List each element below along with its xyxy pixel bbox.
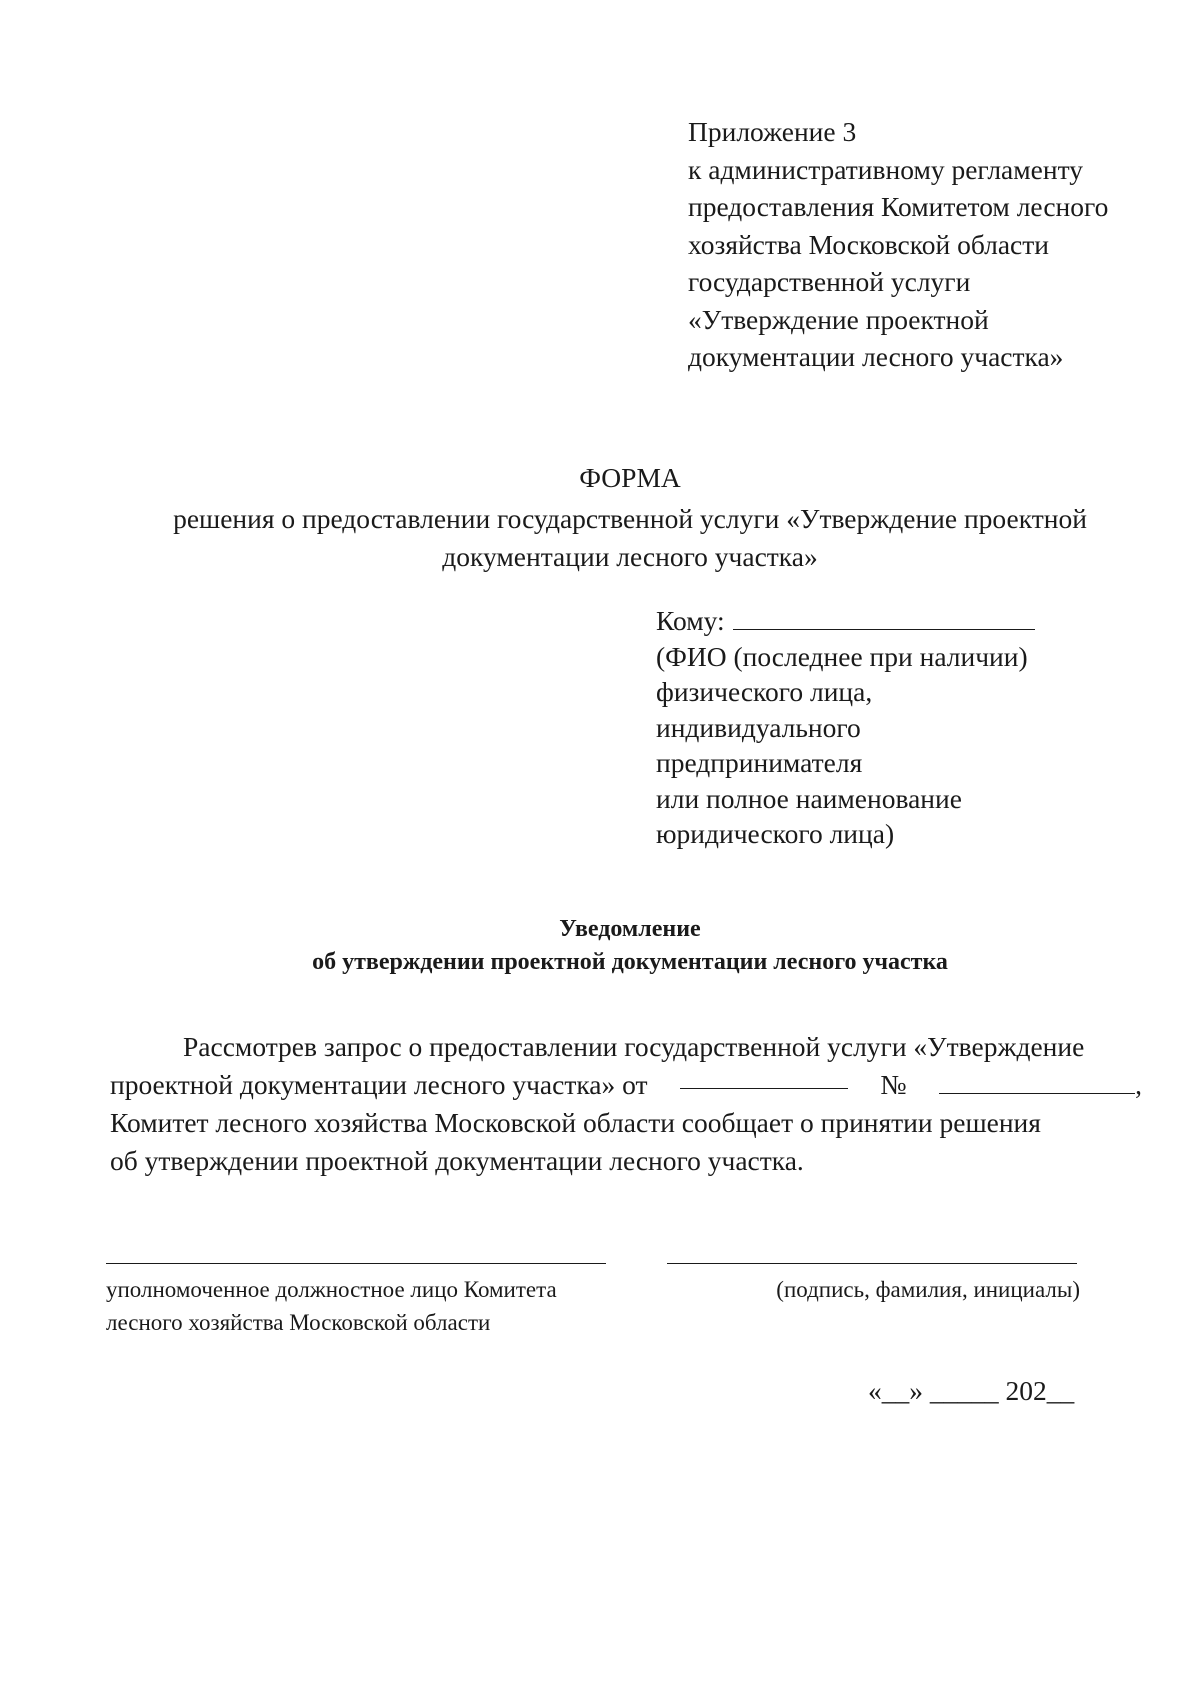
official-caption-line: лесного хозяйства Московской области (106, 1310, 491, 1335)
form-subtitle (60, 500, 1200, 576)
appendix-line: к административному регламенту (688, 153, 1083, 185)
body-text: проектной документации лесного участка» от (110, 1069, 648, 1100)
recipient-hint-line: юридического лица) (656, 818, 895, 849)
recipient-blank[interactable] (733, 607, 1035, 630)
body-text: Рассмотрев запрос о предоставлении государственной услуги «Утверждение (183, 1031, 1085, 1062)
request-number-blank[interactable] (939, 1071, 1135, 1094)
body-line (110, 1066, 1142, 1104)
comma: , (1135, 1069, 1142, 1100)
official-caption (106, 1273, 626, 1339)
form-subtitle-line: документации лесного участка» (442, 541, 818, 572)
recipient-hint-line: физического лица, (656, 676, 873, 707)
date-day[interactable]: «__» (868, 1375, 923, 1406)
appendix-line: «Утверждение проектной (688, 303, 989, 335)
recipient-hint-line: (ФИО (последнее при наличии) (656, 640, 1028, 672)
body-text: Комитет лесного хозяйства Московской области сообщает о принятии решения (110, 1107, 1041, 1138)
form-title: ФОРМА (579, 462, 681, 493)
recipient-field (656, 603, 1176, 639)
date-field (868, 1373, 1168, 1409)
recipient-label: Кому: (656, 605, 725, 636)
request-date-blank[interactable] (680, 1066, 848, 1089)
body-line (110, 1028, 1142, 1066)
recipient-hint-line: индивидуального (656, 711, 861, 743)
notice-body (110, 1028, 1142, 1180)
official-caption-line: уполномоченное должностное лицо Комитета (106, 1277, 557, 1302)
request-number-field (933, 1066, 1142, 1104)
recipient-hint-line: или полное наименование (656, 782, 962, 814)
notice-title-line: об утверждении проектной документации лесного участка (312, 949, 948, 975)
appendix-line: предоставления Комитетом лесного (688, 191, 1109, 222)
appendix-line: документации лесного участка» (688, 341, 1064, 372)
appendix-line: хозяйства Московской области (688, 228, 1049, 260)
appendix-line: Приложение 3 (688, 116, 857, 147)
number-sign: № (880, 1069, 907, 1100)
form-subtitle-line: решения о предоставлении государственной услуги «Утверждение проектной (173, 503, 1087, 534)
appendix-line: государственной услуги (688, 266, 971, 297)
body-line (110, 1104, 1142, 1142)
body-line: об утверждении проектной документации лесного участка. (110, 1145, 804, 1176)
signature-line[interactable] (667, 1263, 1077, 1264)
appendix-header (688, 113, 1188, 376)
official-line[interactable] (106, 1263, 606, 1264)
notice-title-line: Уведомление (559, 916, 701, 942)
notice-title (130, 913, 1130, 979)
date-year[interactable]: 202__ (1005, 1375, 1075, 1406)
recipient-hint-line: предпринимателя (656, 747, 863, 778)
recipient-block (656, 603, 1176, 852)
date-month[interactable]: _____ (929, 1375, 999, 1406)
signature-caption: (подпись, фамилия, инициалы) (776, 1277, 1080, 1302)
